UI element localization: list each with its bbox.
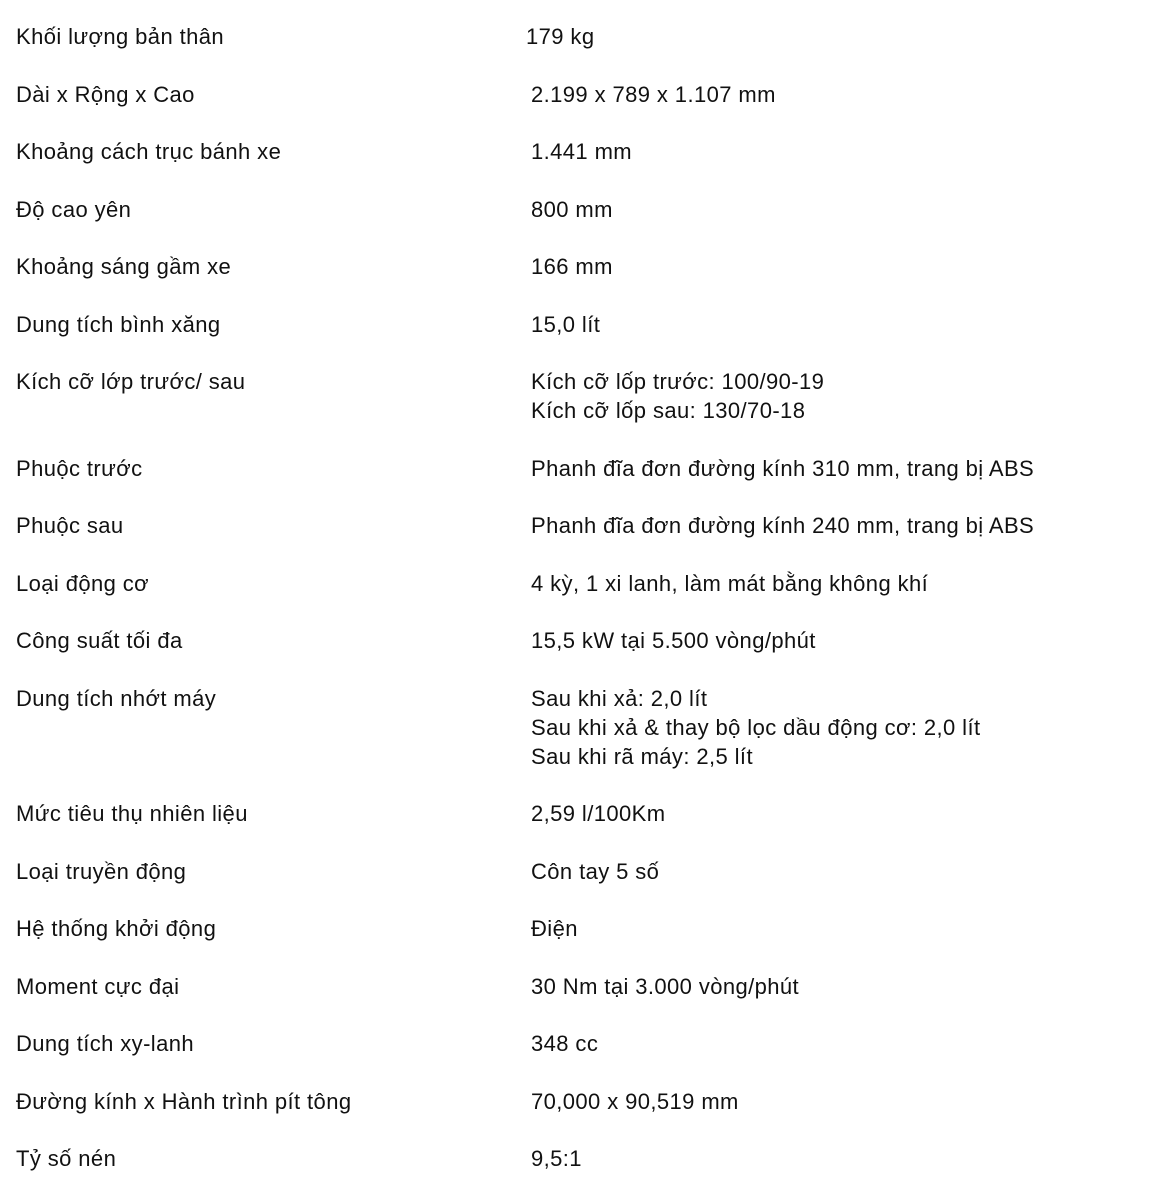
spec-row-starter	[16, 914, 1146, 943]
spec-label: Khối lượng bản thân	[16, 24, 225, 49]
spec-label: Kích cỡ lớp trước/ sau	[16, 369, 246, 394]
spec-label: Công suất tối đa	[16, 628, 183, 653]
spec-row-compression-ratio	[16, 1144, 1146, 1173]
spec-value-line: 800 mm	[531, 196, 613, 222]
spec-value	[531, 569, 1146, 598]
spec-label: Phuộc trước	[16, 455, 143, 481]
spec-value-line: 2,59 l/100Km	[531, 801, 666, 826]
spec-value-line: Phanh đĩa đơn đường kính 310 mm, trang bị ABS	[531, 455, 1035, 481]
spec-value	[531, 137, 1146, 166]
spec-value-line: 15,5 kW tại 5.500 vòng/phút	[531, 628, 816, 653]
spec-value-line: 2.199 x 789 x 1.107 mm	[531, 81, 776, 107]
spec-value-line: Sau khi xả & thay bộ lọc dầu động cơ: 2,0 lít	[531, 714, 981, 740]
spec-label: Độ cao yên	[16, 196, 132, 222]
spec-value	[531, 1087, 1146, 1116]
spec-value-line: Điện	[531, 916, 578, 941]
spec-row-dimensions	[16, 80, 1146, 109]
spec-table	[16, 22, 1146, 1173]
spec-label: Tỷ số nén	[16, 1146, 117, 1171]
spec-label: Dung tích nhớt máy	[16, 685, 217, 711]
spec-row-oil-capacity	[16, 684, 1146, 771]
spec-value-line: 30 Nm tại 3.000 vòng/phút	[531, 973, 800, 999]
spec-row-wheelbase	[16, 137, 1146, 166]
spec-value	[531, 454, 1146, 483]
spec-value	[531, 252, 1146, 281]
spec-row-curb-weight	[16, 22, 1146, 51]
spec-value	[531, 626, 1146, 655]
spec-value-line: 9,5:1	[531, 1146, 582, 1171]
spec-value	[531, 310, 1146, 339]
spec-label: Dung tích xy-lanh	[16, 1031, 194, 1056]
spec-label: Khoảng sáng gầm xe	[16, 254, 232, 279]
spec-value-line: 348 cc	[531, 1031, 599, 1056]
spec-row-max-power	[16, 626, 1146, 655]
spec-value-line: Kích cỡ lốp trước: 100/90-19	[531, 369, 825, 394]
spec-value-line: Sau khi xả: 2,0 lít	[531, 685, 708, 711]
spec-value	[531, 799, 1146, 828]
spec-label: Loại truyền động	[16, 858, 187, 884]
spec-label: Loại động cơ	[16, 570, 149, 596]
spec-label: Phuộc sau	[16, 513, 124, 538]
spec-value	[531, 511, 1146, 540]
spec-value	[531, 80, 1146, 109]
spec-label: Khoảng cách trục bánh xe	[16, 139, 282, 164]
spec-value-line: Côn tay 5 số	[531, 858, 660, 884]
spec-row-max-torque	[16, 972, 1146, 1001]
spec-value-line: 4 kỳ, 1 xi lanh, làm mát bằng không khí	[531, 570, 929, 596]
spec-row-transmission	[16, 857, 1146, 886]
spec-row-front-suspension	[16, 454, 1146, 483]
spec-value	[531, 195, 1146, 224]
spec-row-fuel-consumption	[16, 799, 1146, 828]
spec-value	[531, 914, 1146, 943]
spec-value-line: 1.441 mm	[531, 139, 633, 164]
spec-value	[531, 857, 1146, 886]
spec-value	[531, 1029, 1146, 1058]
spec-value-line: Kích cỡ lốp sau: 130/70-18	[531, 398, 806, 423]
spec-value-line: 179 kg	[526, 24, 595, 49]
spec-row-tire-size	[16, 367, 1146, 425]
spec-label: Dung tích bình xăng	[16, 311, 221, 337]
spec-value	[531, 972, 1146, 1001]
spec-value	[531, 684, 1146, 771]
spec-value-line: 15,0 lít	[531, 311, 601, 337]
spec-label: Moment cực đại	[16, 973, 180, 999]
spec-value-line: 70,000 x 90,519 mm	[531, 1088, 739, 1114]
spec-value-line: Sau khi rã máy: 2,5 lít	[531, 743, 753, 769]
spec-row-seat-height	[16, 195, 1146, 224]
spec-row-fuel-capacity	[16, 310, 1146, 339]
spec-value	[531, 1144, 1146, 1173]
spec-label: Dài x Rộng x Cao	[16, 81, 195, 107]
spec-row-engine-type	[16, 569, 1146, 598]
spec-label: Hệ thống khởi động	[16, 916, 217, 941]
spec-label: Đường kính x Hành trình pít tông	[16, 1088, 352, 1114]
spec-row-displacement	[16, 1029, 1146, 1058]
spec-value-line: 166 mm	[531, 254, 613, 279]
spec-row-ground-clearance	[16, 252, 1146, 281]
spec-value-line: Phanh đĩa đơn đường kính 240 mm, trang bị ABS	[531, 513, 1035, 538]
spec-value	[526, 22, 1146, 51]
spec-row-bore-stroke	[16, 1087, 1146, 1116]
spec-value	[531, 367, 1146, 425]
spec-label: Mức tiêu thụ nhiên liệu	[16, 801, 248, 826]
spec-row-rear-suspension	[16, 511, 1146, 540]
